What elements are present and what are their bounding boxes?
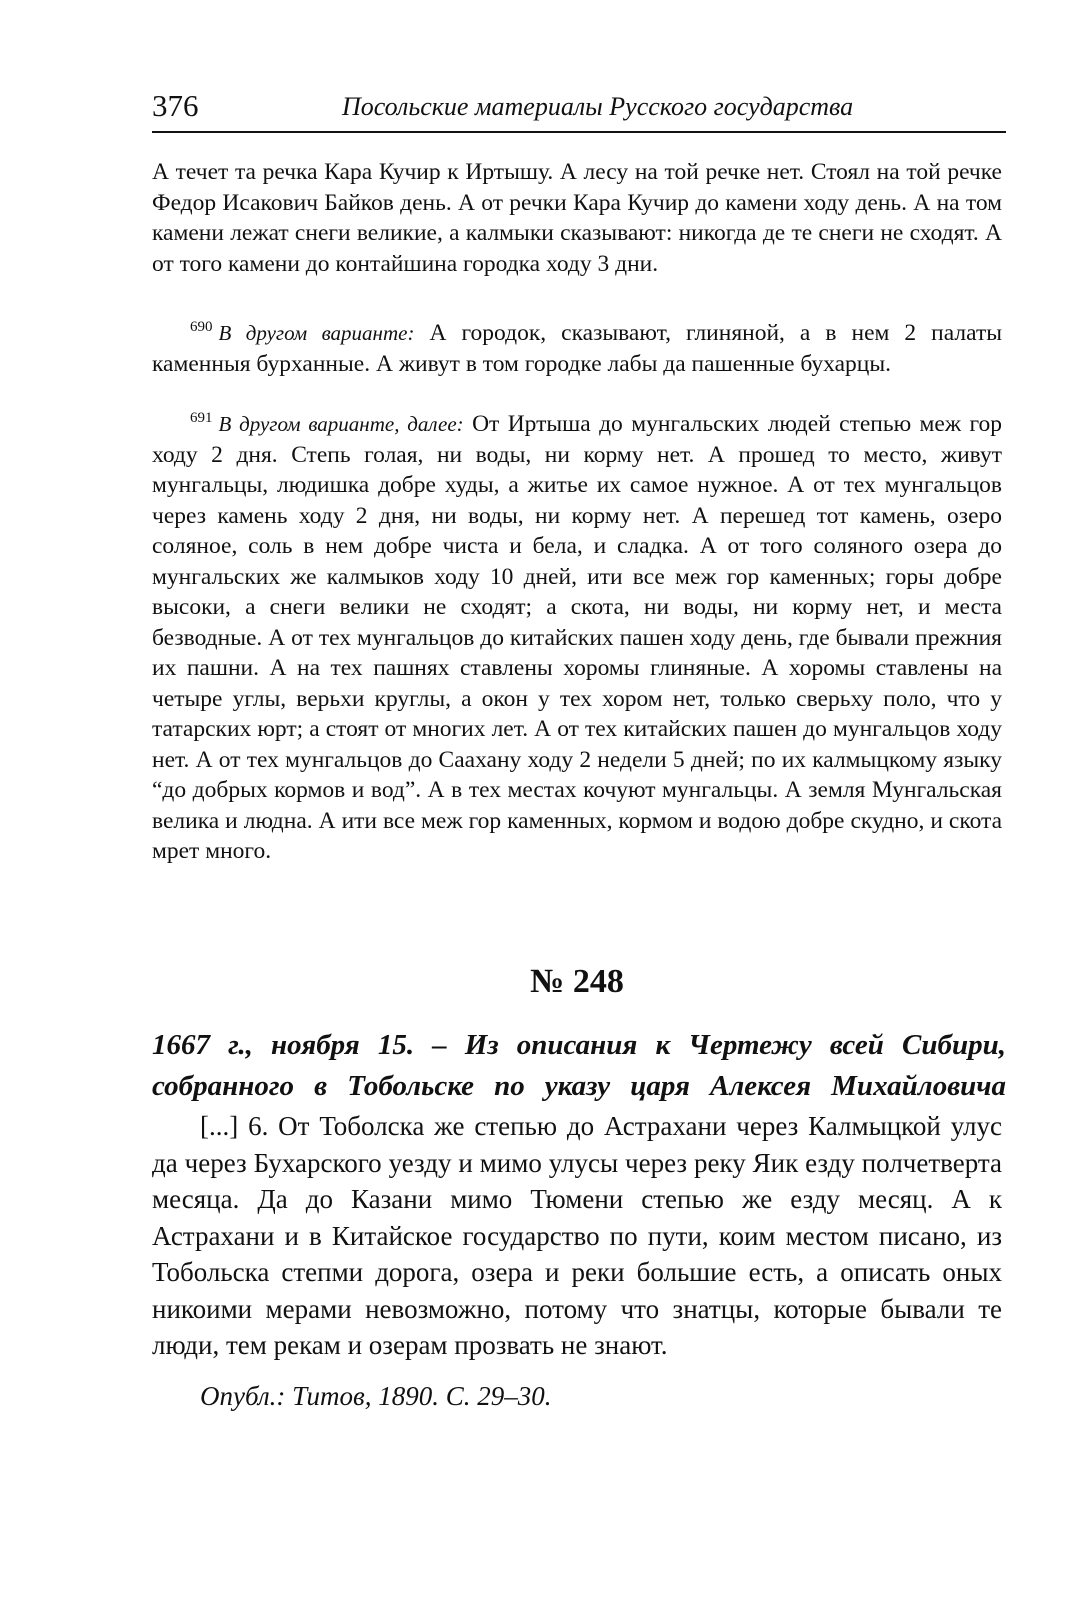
footnote-690-text: А городок, сказывают, глиняной, а в нем 2 палаты каменныя бурханные. А живут в том городке лабы да пашенные бухарцы.: [152, 320, 1002, 377]
page-number: 376: [152, 88, 199, 123]
footnote-691: [152, 403, 1002, 867]
footnote-continuation-paragraph: А течет та речка Кара Кучир к Иртышу. А лесу на той речке нет. Стоял на той речке Федор Исакович Байков день. А от речки Кара Кучир до камени ходу день. А на том камени лежат снеги великие, а калмыки сказывают: никогда де те снеги не сходят. А от того камени до контайшина городка ходу 3 дни.: [152, 159, 1002, 277]
document-text: [...] 6. От Тоболска же степью до Астрахани через Калмыцкой улус да через Бухарского уезду и мимо улусы через реку Яик езду полчетверта месяца. Да до Казани мимо Тюмени степью же езду месяц. А к Астрахани и в Китайское государство по пути, коим местом писано, из Тобольска степми дорога, озера и реки большие есть, а описать оных никоими мерами невозможно, потому что знатцы, которые бывали те люди, тем рекам и озерам прозвать не знают.: [152, 1111, 1002, 1360]
document-title: 1667 г., ноября 15. – Из описания к Чертежу всей Сибири, собранного в Тобольске по указу царя Алексея Михайловича: [152, 1029, 1006, 1102]
footnote-691-number: 691: [190, 410, 213, 426]
footnote-690-number: 690: [190, 319, 213, 335]
document-number: № 248: [530, 963, 624, 1000]
page-header: [152, 88, 1006, 132]
footnote-691-label: В другом варианте, далее:: [218, 412, 464, 436]
publication-source-note: Опубл.: Титов, 1890. С. 29–30.: [200, 1381, 552, 1411]
running-title: Посольские материалы Русского государства: [342, 92, 854, 121]
footnote-690-label: В другом варианте:: [218, 321, 415, 345]
header-rule: [152, 131, 1006, 133]
footnote-690: [152, 312, 1002, 379]
footnote-691-text: От Иртыша до мунгальских людей степью меж гор ходу 2 дня. Степь голая, ни воды, ни корму нет. А прошед то место, живут мунгальцы, людишка добре худы, а житье их самое нужное. А от тех мунгальцов через камень ходу 2 дня, ни воды, ни корму нет. А перешед тот камень, озеро соляное, соль в нем добре чиста и бела, и сладка. А от того соляного озера до мунгальских же калмыков ходу 10 дней, ити все меж гор каменных; горы добре высоки, а снеги велики не сходят; а скота, ни воды, ни корму нет, и места безводные. А от тех мунгальцов до китайских пашен ходу день, где бывали прежния их пашни. А на тех пашнях ставлены хоромы глиняные. А хоромы ставлены на четыре углы, верьхи круглы, а окон у тех хором нет, только сверьху поло, что у татарских юрт; а стоят от многих лет. А от тех китайских пашен до мунгальцов ходу нет. А от тех мунгальцов до Саахану ходу 2 недели 5 дней; по их калмыцкому языку “до добрых кормов и вод”. А в тех местах кочуют мунгальцы. А земля Мунгальская велика и людна. А ити все меж гор каменных, кормом и водою добре скудно, и скота мрет много.: [152, 411, 1003, 864]
